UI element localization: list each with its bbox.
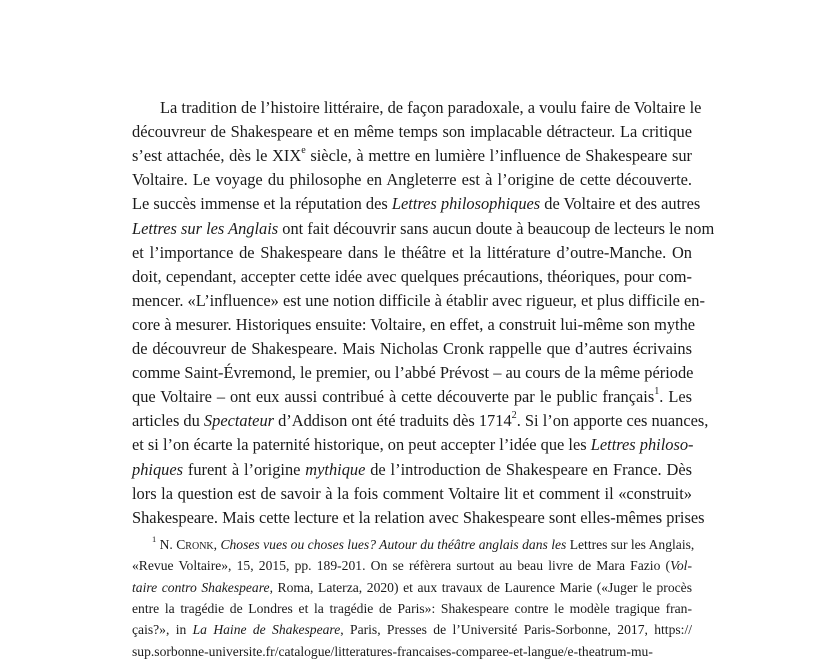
text-run: çais?», in [132,622,193,638]
text-run: de découvreur de Shakespeare. Mais Nicholas Cronk rappelle que d’autres écrivains [132,339,692,358]
italic-text: La Haine de Shakespeare [192,622,341,638]
footnote-marker: e [301,145,306,157]
text-run: furent à l’origine [183,459,306,479]
text-run: mencer. «L’influence» est une notion difficile à établir avec rigueur, et plus difficile en- [132,290,705,310]
italic-text: Lettres philoso- [590,435,694,455]
body-line [132,144,692,168]
text-run: lors la question est de savoir à la fois comment Voltaire lit et comment il «construit» [132,483,692,503]
text-run: , Roma, Laterza, 2020) et aux travaux de Laurence Marie («Juger le procès [269,579,692,595]
text-run: «Revue Voltaire», 15, 2015, pp. 189-201. On se réfèrera surtout au beau livre de Mara Fazio ( [132,558,671,574]
footnote-marker: 1 [654,386,660,398]
footnote-line [152,534,695,555]
body-line [132,168,692,192]
body-line [132,313,696,337]
text-run: que Voltaire – ont eux aussi contribué à cette découverte par le public français [132,387,655,407]
text-run: . Les [659,387,692,407]
italic-text: Choses vues ou choses lues? Autour du théâtre anglais dans les [220,537,567,552]
text-run: La tradition de l’histoire littéraire, de façon paradoxale, a voulu faire de Voltaire le [160,98,702,117]
text-run: découvreur de Shakespeare et en même temps son implacable détracteur. La critique [132,122,692,142]
footnote-line [132,641,692,662]
body-line [132,265,692,289]
text-run: sup.sorbonne-universite.fr/catalogue/litteratures-francaises-comparee-et-langue/e-theatrum-mu- [132,643,653,659]
italic-text: Spectateur [203,411,275,431]
body-line [132,482,692,506]
text-run: core à mesurer. Historiques ensuite: Voltaire, en effet, a construit lui-même son mythe [132,314,696,334]
body-line [132,361,692,385]
body-line [132,337,692,361]
text-run: comme Saint-Évremond, le premier, ou l’abbé Prévost – au cours de la même période [132,363,694,383]
italic-text: Vol- [670,558,692,574]
body-line [132,192,701,216]
text-run: , Paris, Presses de l’Université Paris-Sorbonne, 2017, https:// [340,622,692,638]
text-run: de Voltaire et des autres [540,194,701,214]
text-run: articles du [132,411,204,431]
text-run: et l’importance de Shakespeare dans le théâtre et la littérature d’outre-Manche. On [132,242,692,262]
body-line [132,409,709,433]
body-line [160,96,702,120]
text-run: , [213,537,221,552]
body-line [132,241,692,265]
text-run: de l’introduction de Shakespeare en France. Dès [365,459,692,479]
text-run: . Si l’on apporte ces nuances, [516,411,709,431]
body-line [132,433,692,457]
italic-text: mythique [305,459,366,479]
text-run: Le succès immense et la réputation des [132,194,392,214]
text-run: entre la tragédie de Londres et la tragédie de Paris»: Shakespeare contre le modèle tragique fran- [132,600,692,616]
footnote-marker: 2 [511,410,517,422]
text-run: s’est attachée, dès le XIX [132,146,302,166]
text-run: Voltaire. Le voyage du philosophe en Angleterre est à l’origine de cette découverte. [132,170,692,190]
footnote-line [132,619,692,640]
italic-text: phiques [132,459,183,479]
footnote-line [132,577,692,598]
footnote-line [132,555,692,576]
text-run: siècle, à mettre en lumière l’influence de Shakespeare sur [305,146,692,166]
text-run: Shakespeare. Mais cette lecture et la relation avec Shakespeare sont elles-mêmes prises [132,507,705,527]
text-run: ont fait découvrir sans aucun doute à beaucoup de lecteurs le nom [278,218,715,238]
body-line [132,458,692,482]
footnote-marker: 1 [152,534,157,545]
footnote-line [132,598,692,619]
italic-text: taire contro Shakespeare [132,579,270,595]
body-line [132,120,692,144]
text-run: et si l’on écarte la paternité historique, on peut accepter l’idée que les [132,435,591,455]
text-run: d’Addison ont été traduits dès 1714 [274,411,512,431]
italic-text: Lettres philosophiques [391,194,541,214]
text-run: doit, cependant, accepter cette idée avec quelques précautions, théoriques, pour com- [132,266,692,286]
text-run: Cronk [176,537,214,552]
text-run: Lettres sur les Anglais, [566,537,695,552]
body-line [132,506,705,530]
text-run: N. [156,537,177,552]
body-line [132,385,692,409]
italic-text: Lettres sur les Anglais [132,218,279,238]
body-line [132,289,705,313]
body-line [132,217,715,241]
